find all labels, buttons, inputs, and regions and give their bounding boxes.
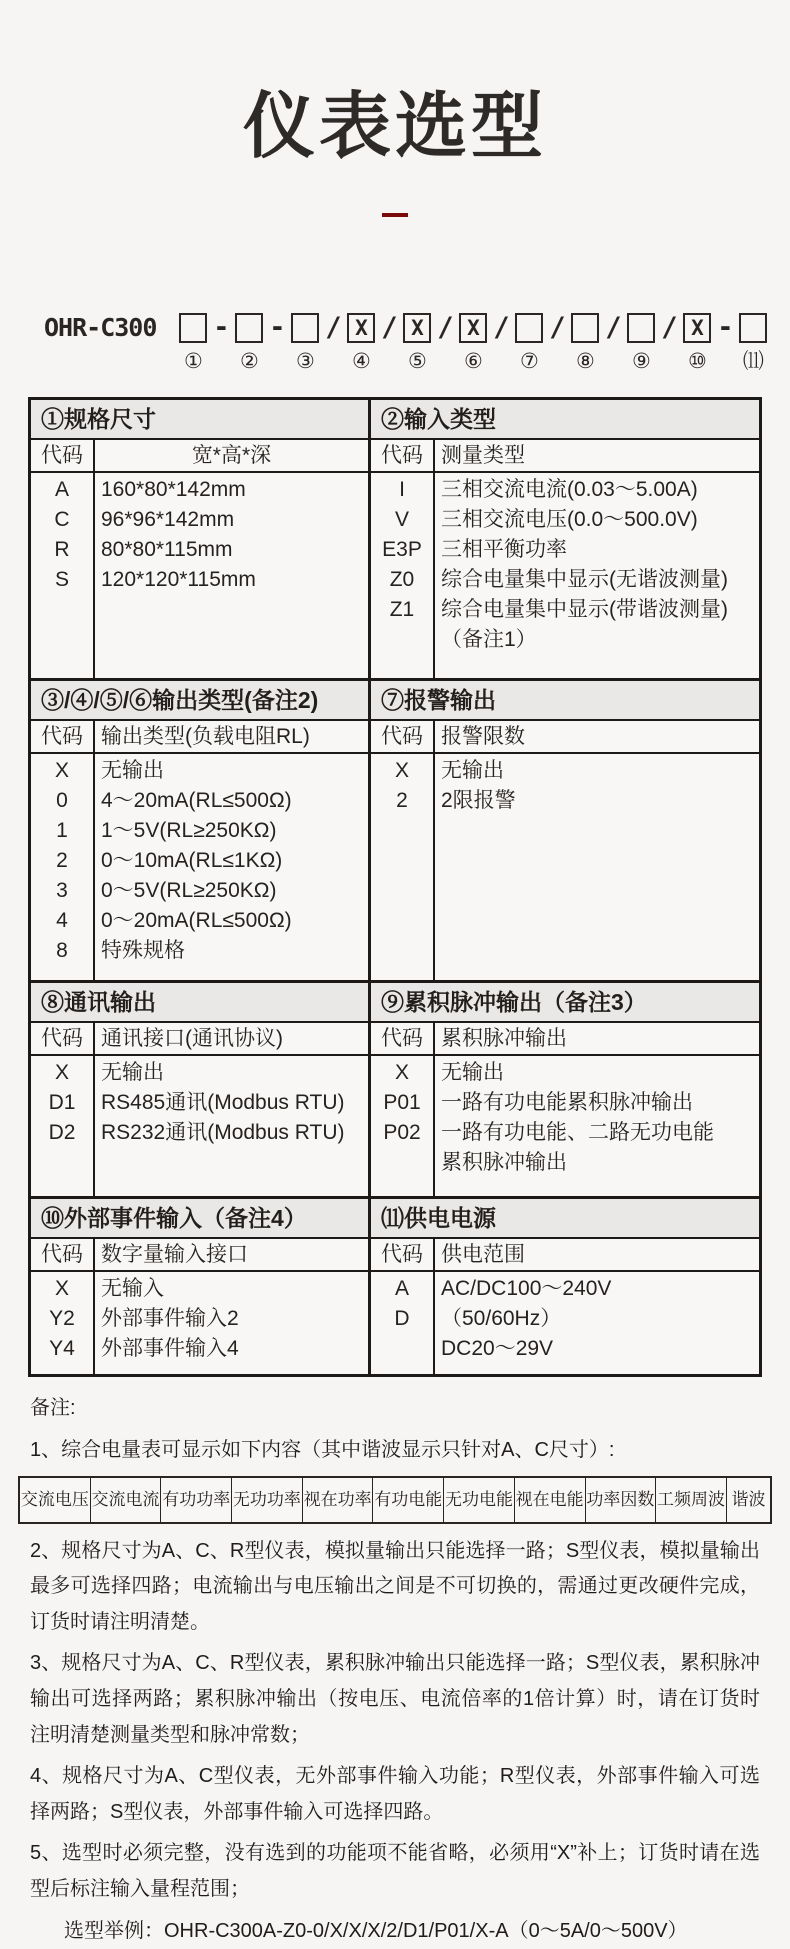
code-box-10: X (683, 313, 711, 343)
section-title: ⑧通讯输出 (31, 983, 368, 1023)
separator: / (493, 312, 510, 344)
code-header: 代码 (371, 721, 435, 752)
section-title: ⑾供电电源 (371, 1199, 759, 1239)
code-box-9 (627, 313, 655, 343)
code-box-1 (179, 313, 207, 343)
value-cell: 96*96*142mm (101, 508, 235, 532)
separator: / (381, 312, 398, 344)
code-cell: D2 (48, 1121, 76, 1145)
code-cell: X (394, 1061, 409, 1085)
value-cell: 三相平衡功率 (441, 538, 567, 562)
circled-number-7: ⑦ (520, 350, 539, 374)
value-cell: 0～5V(RL≥250KΩ) (101, 879, 277, 903)
display-item: 视在电能 (515, 1478, 586, 1521)
value-cell: （50/60Hz） (441, 1307, 562, 1331)
value-cell: DC20～29V (441, 1337, 554, 1361)
value-column (95, 1056, 368, 1196)
ordering-example: 选型举例：OHR-C300A-Z0-0/X/X/X/2/D1/P01/X-A（0～5A/0～500V） (64, 1919, 688, 1942)
code-column (31, 473, 95, 678)
value-cell: AC/DC100～240V (441, 1277, 612, 1301)
section-4-left (31, 1199, 371, 1374)
separator: - (717, 312, 734, 344)
value-column (435, 473, 759, 678)
code-column (31, 1272, 95, 1374)
section-title: ③/④/⑤/⑥输出类型(备注2) (31, 681, 368, 721)
circled-number-10: ⑩ (688, 350, 707, 374)
value-cell: 累积脉冲输出 (441, 1151, 567, 1175)
spec-tables (28, 397, 762, 1377)
section-title: ⑩外部事件输入（备注4） (31, 1199, 368, 1239)
column-headers (31, 440, 368, 473)
code-cell: Y2 (49, 1307, 75, 1331)
column-headers (371, 1239, 759, 1272)
section-output-alarm (28, 681, 762, 983)
code-cell: V (394, 508, 409, 532)
code-box-4: X (347, 313, 375, 343)
code-cell: 4 (56, 909, 68, 933)
code-segment-7 (490, 313, 546, 373)
section-size-input (28, 397, 762, 681)
circled-number-5: ⑤ (408, 350, 427, 374)
code-box-2 (235, 313, 263, 343)
column-headers (31, 721, 368, 754)
code-column (31, 1056, 95, 1196)
value-cell: 特殊规格 (101, 939, 185, 963)
table-body (31, 473, 368, 678)
circled-number-3: ③ (296, 350, 315, 374)
value-cell: 一路有功电能、二路无功电能 (441, 1121, 714, 1145)
code-cell: 3 (56, 879, 68, 903)
column-headers (371, 1023, 759, 1056)
value-cell: 一路有功电能累积脉冲输出 (441, 1091, 693, 1115)
value-header: 宽*高*深 (191, 444, 272, 468)
section-title: ⑦报警输出 (371, 681, 759, 721)
separator: - (213, 312, 230, 344)
code-header: 代码 (31, 1239, 95, 1270)
value-cell: 2限报警 (441, 789, 516, 813)
display-item: 交流电流 (91, 1478, 162, 1521)
section-event-power (28, 1199, 762, 1377)
code-header: 代码 (371, 440, 435, 471)
section-title: ②输入类型 (371, 400, 759, 440)
value-header: 供电范围 (441, 1243, 525, 1267)
code-cell: A (54, 478, 69, 502)
value-header: 累积脉冲输出 (441, 1027, 567, 1051)
value-cell: 三相交流电流(0.03～5.00A) (441, 478, 698, 502)
code-cell: S (54, 568, 69, 592)
value-cell: 1～5V(RL≥250KΩ) (101, 819, 277, 843)
value-column (435, 1056, 759, 1196)
code-segment-5 (378, 313, 434, 373)
value-cell: （备注1） (441, 628, 537, 652)
section-title: ①规格尺寸 (31, 400, 368, 440)
code-segment-4 (322, 313, 378, 373)
table-body (371, 1056, 759, 1196)
column-headers (31, 1239, 368, 1272)
code-segment-6 (434, 313, 490, 373)
notes (20, 1391, 766, 1949)
code-box-5: X (403, 313, 431, 343)
value-cell: 三相交流电压(0.0～500.0V) (441, 508, 698, 532)
section-2-left (31, 681, 371, 980)
value-cell: 无输出 (101, 759, 164, 783)
code-column (31, 754, 95, 980)
note-1: 1、综合电量表可显示如下内容（其中谐波显示只针对A、C尺寸）: (30, 1438, 615, 1461)
circled-number-1: ① (184, 350, 203, 374)
section-title: ⑨累积脉冲输出（备注3） (371, 983, 759, 1023)
code-column (371, 1056, 435, 1196)
value-column (435, 754, 759, 980)
model-code-line (44, 313, 790, 373)
table-body (31, 754, 368, 980)
value-header: 报警限数 (441, 725, 525, 749)
page-title: 仪表选型 (242, 87, 547, 167)
code-header: 代码 (371, 1239, 435, 1270)
code-cell: P01 (383, 1091, 421, 1115)
code-box-8 (571, 313, 599, 343)
value-cell: 4～20mA(RL≤500Ω) (101, 789, 292, 813)
code-cell: C (54, 508, 70, 532)
display-item: 视在功率 (303, 1478, 374, 1521)
value-column (435, 1272, 759, 1374)
note-3: 3、规格尺寸为A、C、R型仪表，累积脉冲输出只能选择一路；S型仪表，累积脉冲输出可选择两路；累积脉冲输出（按电压、电流倍率的1倍计算）时，请在订货时注明清楚测量类型和脉冲常数； (30, 1652, 760, 1746)
code-cell: D (394, 1307, 410, 1331)
circled-number-8: ⑧ (576, 350, 595, 374)
code-box-3 (291, 313, 319, 343)
notes-label: 备注: (30, 1397, 76, 1420)
value-cell: 无输入 (101, 1277, 164, 1301)
value-cell: 160*80*142mm (101, 478, 246, 502)
value-header: 通讯接口(通讯协议) (101, 1027, 283, 1051)
value-cell: 外部事件输入4 (101, 1337, 239, 1361)
code-segment-2 (210, 313, 266, 373)
circled-number-9: ⑨ (632, 350, 651, 374)
table-body (371, 754, 759, 980)
table-body (371, 1272, 759, 1374)
code-cell: X (54, 1061, 69, 1085)
column-headers (371, 440, 759, 473)
code-cell: Z1 (389, 598, 415, 622)
code-segment-8 (546, 313, 602, 373)
code-segment-11 (714, 313, 770, 373)
code-cell: X (54, 759, 69, 783)
code-cell: 2 (396, 789, 408, 813)
code-header: 代码 (31, 721, 95, 752)
column-headers (31, 1023, 368, 1056)
display-item: 功率因数 (586, 1478, 657, 1521)
code-cell: X (54, 1277, 69, 1301)
table-body (31, 1056, 368, 1196)
value-cell: 无输出 (101, 1061, 164, 1085)
code-cell: 8 (56, 939, 68, 963)
code-header: 代码 (31, 1023, 95, 1054)
separator: - (269, 312, 286, 344)
code-segment-1 (166, 313, 210, 373)
value-cell: RS485通讯(Modbus RTU) (101, 1091, 345, 1115)
value-cell: 120*120*115mm (101, 568, 256, 592)
display-items-table (18, 1476, 772, 1523)
code-segment-9 (602, 313, 658, 373)
title-divider (382, 213, 408, 217)
code-cell: D1 (48, 1091, 76, 1115)
note-5: 5、选型时必须完整，没有选到的功能项不能省略，必须用“X”补上；订货时请在选型后标注输入量程范围； (30, 1842, 760, 1900)
section-3-left (31, 983, 371, 1196)
value-cell: 综合电量集中显示(无谐波测量) (441, 568, 728, 592)
section-1-left (31, 400, 371, 678)
display-item: 交流电压 (20, 1478, 91, 1521)
code-box-11 (739, 313, 767, 343)
circled-number-2: ② (240, 350, 259, 374)
code-cell: 0 (56, 789, 68, 813)
value-column (95, 754, 368, 980)
separator: / (325, 312, 342, 344)
value-column (95, 473, 368, 678)
display-item: 谐波 (731, 1490, 766, 1510)
value-column (95, 1272, 368, 1374)
separator: / (549, 312, 566, 344)
code-header: 代码 (31, 440, 95, 471)
value-cell: 无输出 (441, 759, 504, 783)
display-item: 有功功率 (161, 1478, 232, 1521)
value-cell: 外部事件输入2 (101, 1307, 239, 1331)
section-4-right (371, 1199, 759, 1374)
code-cell: P02 (383, 1121, 421, 1145)
section-1-right (371, 400, 759, 678)
section-comm-pulse (28, 983, 762, 1199)
code-cell: 2 (56, 849, 68, 873)
code-cell: R (54, 538, 70, 562)
code-cell: Y4 (49, 1337, 75, 1361)
code-cell: E3P (382, 538, 422, 562)
separator: / (605, 312, 622, 344)
model-prefix: OHR-C300 (44, 313, 157, 343)
note-2: 2、规格尺寸为A、C、R型仪表，模拟量输出只能选择一路；S型仪表，模拟量输出最多可选择四路；电流输出与电压输出之间是不可切换的，需通过更改硬件完成，订货时请注明清楚。 (30, 1539, 760, 1633)
value-cell: 无输出 (441, 1061, 504, 1085)
section-3-right (371, 983, 759, 1196)
value-cell: 80*80*115mm (101, 538, 233, 562)
code-cell: 1 (56, 819, 68, 843)
note-4: 4、规格尺寸为A、C型仪表，无外部事件输入功能；R型仪表，外部事件输入可选择两路；S型仪表，外部事件输入可选择四路。 (30, 1765, 760, 1823)
value-header: 测量类型 (441, 444, 525, 468)
code-column (371, 1272, 435, 1374)
display-item: 工频周波 (656, 1478, 727, 1521)
code-cell: Z0 (389, 568, 415, 592)
code-cell: X (394, 759, 409, 783)
display-item: 无功功率 (232, 1478, 303, 1521)
code-box-6: X (459, 313, 487, 343)
circled-number-6: ⑥ (464, 350, 483, 374)
value-cell: RS232通讯(Modbus RTU) (101, 1121, 345, 1145)
code-column (371, 754, 435, 980)
value-cell: 综合电量集中显示(带谐波测量) (441, 598, 728, 622)
code-box-7 (515, 313, 543, 343)
code-segment-10 (658, 313, 714, 373)
value-header: 数字量输入接口 (101, 1243, 248, 1267)
value-header: 输出类型(负载电阻RL) (101, 725, 310, 749)
value-cell: 0～20mA(RL≤500Ω) (101, 909, 292, 933)
code-column (371, 473, 435, 678)
code-cell: I (399, 478, 405, 502)
display-item: 无功电能 (444, 1478, 515, 1521)
circled-number-4: ④ (352, 350, 371, 374)
code-cell: A (394, 1277, 409, 1301)
table-body (31, 1272, 368, 1374)
table-body (371, 473, 759, 678)
code-segment-3 (266, 313, 322, 373)
column-headers (371, 721, 759, 754)
value-cell: 0～10mA(RL≤1KΩ) (101, 849, 283, 873)
code-header: 代码 (371, 1023, 435, 1054)
separator: / (661, 312, 678, 344)
section-2-right (371, 681, 759, 980)
circled-number-11: ⑾ (742, 350, 764, 374)
display-item: 有功电能 (373, 1478, 444, 1521)
separator: / (437, 312, 454, 344)
